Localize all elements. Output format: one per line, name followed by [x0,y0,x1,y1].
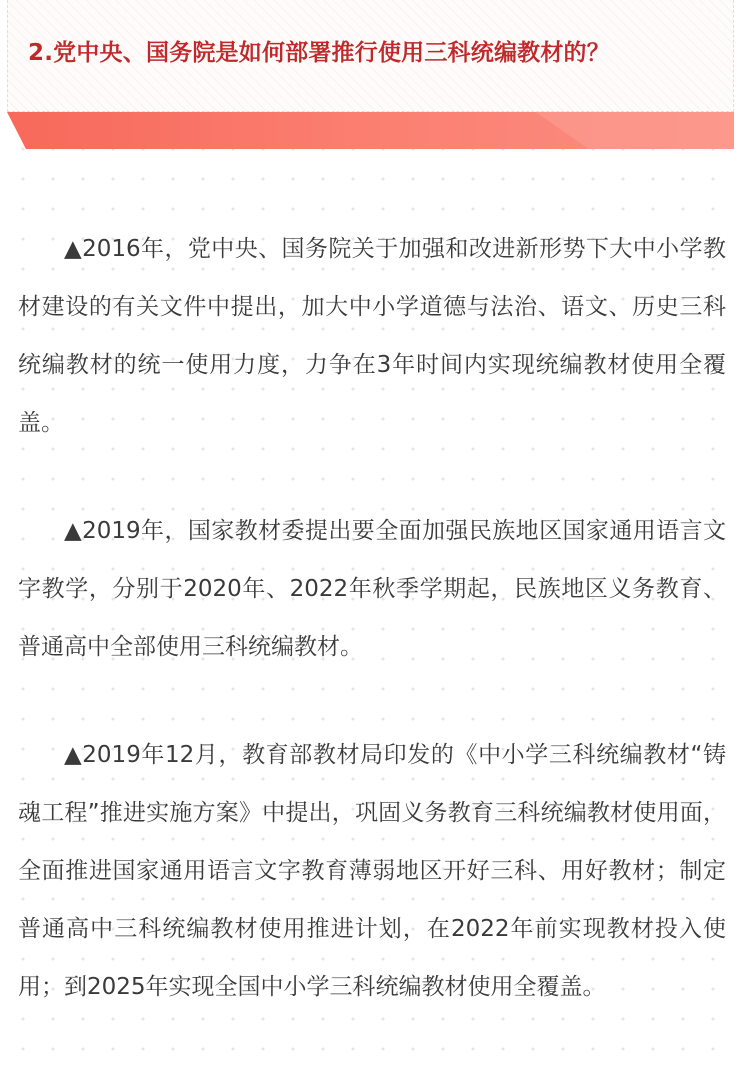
accent-bar-highlight [507,112,734,149]
paragraph-2019: ▲2019年，国家教材委提出要全面加强民族地区国家通用语言文字教学，分别于2020年、2022年秋季学期起，民族地区义务教育、普通高中全部使用三科统编教材。 [18,518,726,660]
paragraph-2019-12: ▲2019年12月，教育部教材局印发的《中小学三科统编教材“铸魂工程”推进实施方案》中提出，巩固义务教育三科统编教材使用面，全面推进国家通用语言文字教育薄弱地区开好三科、用好教材；制定普通高中三科统编教材使用推进计划，在2022年前实现教材投入使用；到2025年实现全国中小学三科统编教材使用全覆盖。 [18,742,726,1000]
section-title: 2.党中央、国务院是如何部署推行使用三科统编教材的？ [28,40,610,66]
title-box [7,0,734,112]
accent-bar [7,112,734,149]
paragraph-2016: ▲2016年，党中央、国务院关于加强和改进新形势下大中小学教材建设的有关文件中提出，加大中小学道德与法治、语文、历史三科统编教材的统一使用力度，力争在3年时间内实现统编教材使用全覆盖。 [18,236,726,436]
article-body [18,220,726,1066]
